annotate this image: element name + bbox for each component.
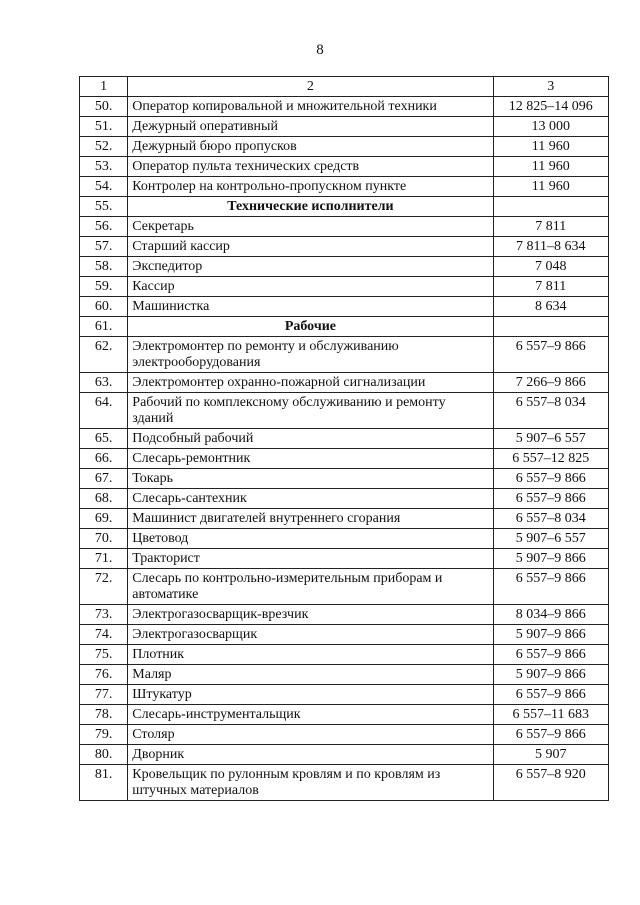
position-title: Машинистка [128,297,493,317]
table-row [80,665,609,685]
row-number: 81. [80,765,128,801]
salary-range: 6 557–8 920 [493,765,608,801]
table-row [80,97,609,117]
row-number: 78. [80,705,128,725]
table-row [80,529,609,549]
column-header-1: 1 [80,77,128,97]
table-row [80,685,609,705]
table-row [80,257,609,277]
row-number: 62. [80,337,128,373]
position-title: Токарь [128,469,493,489]
table-row [80,725,609,745]
salary-range: 13 000 [493,117,608,137]
row-number: 59. [80,277,128,297]
row-number: 74. [80,625,128,645]
table-row [80,645,609,665]
position-title: Электрогазосварщик [128,625,493,645]
row-number: 72. [80,569,128,605]
section-title: Технические исполнители [128,197,493,217]
table-row [80,509,609,529]
position-title: Слесарь-ремонтник [128,449,493,469]
salary-range: 6 557–11 683 [493,705,608,725]
salary-range: 6 557–9 866 [493,469,608,489]
salary-range [493,197,608,217]
row-number: 54. [80,177,128,197]
position-title: Подсобный рабочий [128,429,493,449]
position-title: Слесарь по контрольно-измерительным приборам и автоматике [128,569,493,605]
position-title: Дворник [128,745,493,765]
table-row [80,137,609,157]
salary-range: 6 557–12 825 [493,449,608,469]
position-title: Штукатур [128,685,493,705]
row-number: 75. [80,645,128,665]
table-row [80,489,609,509]
position-title: Оператор копировальной и множительной техники [128,97,493,117]
column-header-2: 2 [128,77,493,97]
position-title: Электромонтер охранно-пожарной сигнализации [128,373,493,393]
position-title: Машинист двигателей внутреннего сгорания [128,509,493,529]
row-number: 56. [80,217,128,237]
row-number: 53. [80,157,128,177]
position-title: Оператор пульта технических средств [128,157,493,177]
table-row [80,549,609,569]
row-number: 66. [80,449,128,469]
salary-range: 7 266–9 866 [493,373,608,393]
row-number: 77. [80,685,128,705]
salary-range: 6 557–8 034 [493,509,608,529]
row-number: 63. [80,373,128,393]
position-title: Кассир [128,277,493,297]
position-title: Рабочий по комплексному обслуживанию и ремонту зданий [128,393,493,429]
salary-range: 5 907 [493,745,608,765]
position-title: Дежурный бюро пропусков [128,137,493,157]
row-number: 58. [80,257,128,277]
salary-range: 7 811–8 634 [493,237,608,257]
table-row [80,605,609,625]
position-title: Тракторист [128,549,493,569]
salary-range: 7 811 [493,277,608,297]
salary-range: 5 907–6 557 [493,429,608,449]
row-number: 57. [80,237,128,257]
table-row [80,373,609,393]
column-header-3: 3 [493,77,608,97]
section-title: Рабочие [128,317,493,337]
row-number: 80. [80,745,128,765]
table-row [80,277,609,297]
position-title: Дежурный оперативный [128,117,493,137]
row-number: 51. [80,117,128,137]
salary-range [493,317,608,337]
table-row [80,765,609,801]
salary-range: 7 811 [493,217,608,237]
salary-range: 8 634 [493,297,608,317]
salary-range: 12 825–14 096 [493,97,608,117]
salary-range: 6 557–9 866 [493,685,608,705]
row-number: 68. [80,489,128,509]
row-number: 79. [80,725,128,745]
position-title: Столяр [128,725,493,745]
row-number: 70. [80,529,128,549]
row-number: 55. [80,197,128,217]
salary-range: 7 048 [493,257,608,277]
position-title: Электромонтер по ремонту и обслуживанию электрооборудования [128,337,493,373]
salary-range: 11 960 [493,177,608,197]
table-row [80,393,609,429]
position-title: Экспедитор [128,257,493,277]
salary-range: 5 907–9 866 [493,665,608,685]
position-title: Старший кассир [128,237,493,257]
table-row [80,429,609,449]
salary-range: 5 907–6 557 [493,529,608,549]
page-number: 8 [316,42,324,58]
position-title: Маляр [128,665,493,685]
position-title: Плотник [128,645,493,665]
table-body [80,77,609,801]
row-number: 69. [80,509,128,529]
salary-range: 6 557–9 866 [493,337,608,373]
section-header-row [80,197,609,217]
salary-range: 6 557–9 866 [493,569,608,605]
table-row [80,705,609,725]
row-number: 52. [80,137,128,157]
row-number: 65. [80,429,128,449]
position-title: Слесарь-сантехник [128,489,493,509]
table-row [80,217,609,237]
table-row [80,469,609,489]
table-row [80,449,609,469]
row-number: 50. [80,97,128,117]
salary-range: 6 557–9 866 [493,645,608,665]
row-number: 76. [80,665,128,685]
row-number: 73. [80,605,128,625]
position-title: Контролер на контрольно-пропускном пункте [128,177,493,197]
table-row [80,625,609,645]
row-number: 61. [80,317,128,337]
row-number: 71. [80,549,128,569]
table-header-row [80,77,609,97]
table-row [80,117,609,137]
salary-range: 5 907–9 866 [493,549,608,569]
salary-range: 5 907–9 866 [493,625,608,645]
salary-range: 6 557–9 866 [493,489,608,509]
row-number: 60. [80,297,128,317]
position-title: Слесарь-инструментальщик [128,705,493,725]
salary-range: 11 960 [493,137,608,157]
salary-range: 6 557–9 866 [493,725,608,745]
table-row [80,337,609,373]
table-row [80,157,609,177]
row-number: 67. [80,469,128,489]
position-title: Кровельщик по рулонным кровлям и по кровлям из штучных материалов [128,765,493,801]
position-title: Секретарь [128,217,493,237]
position-title: Цветовод [128,529,493,549]
table-row [80,297,609,317]
salary-range: 6 557–8 034 [493,393,608,429]
row-number: 64. [80,393,128,429]
table-row [80,569,609,605]
table-row [80,177,609,197]
salary-range: 8 034–9 866 [493,605,608,625]
salary-table [79,76,609,801]
section-header-row [80,317,609,337]
salary-range: 11 960 [493,157,608,177]
table-row [80,237,609,257]
position-title: Электрогазосварщик-врезчик [128,605,493,625]
table-row [80,745,609,765]
